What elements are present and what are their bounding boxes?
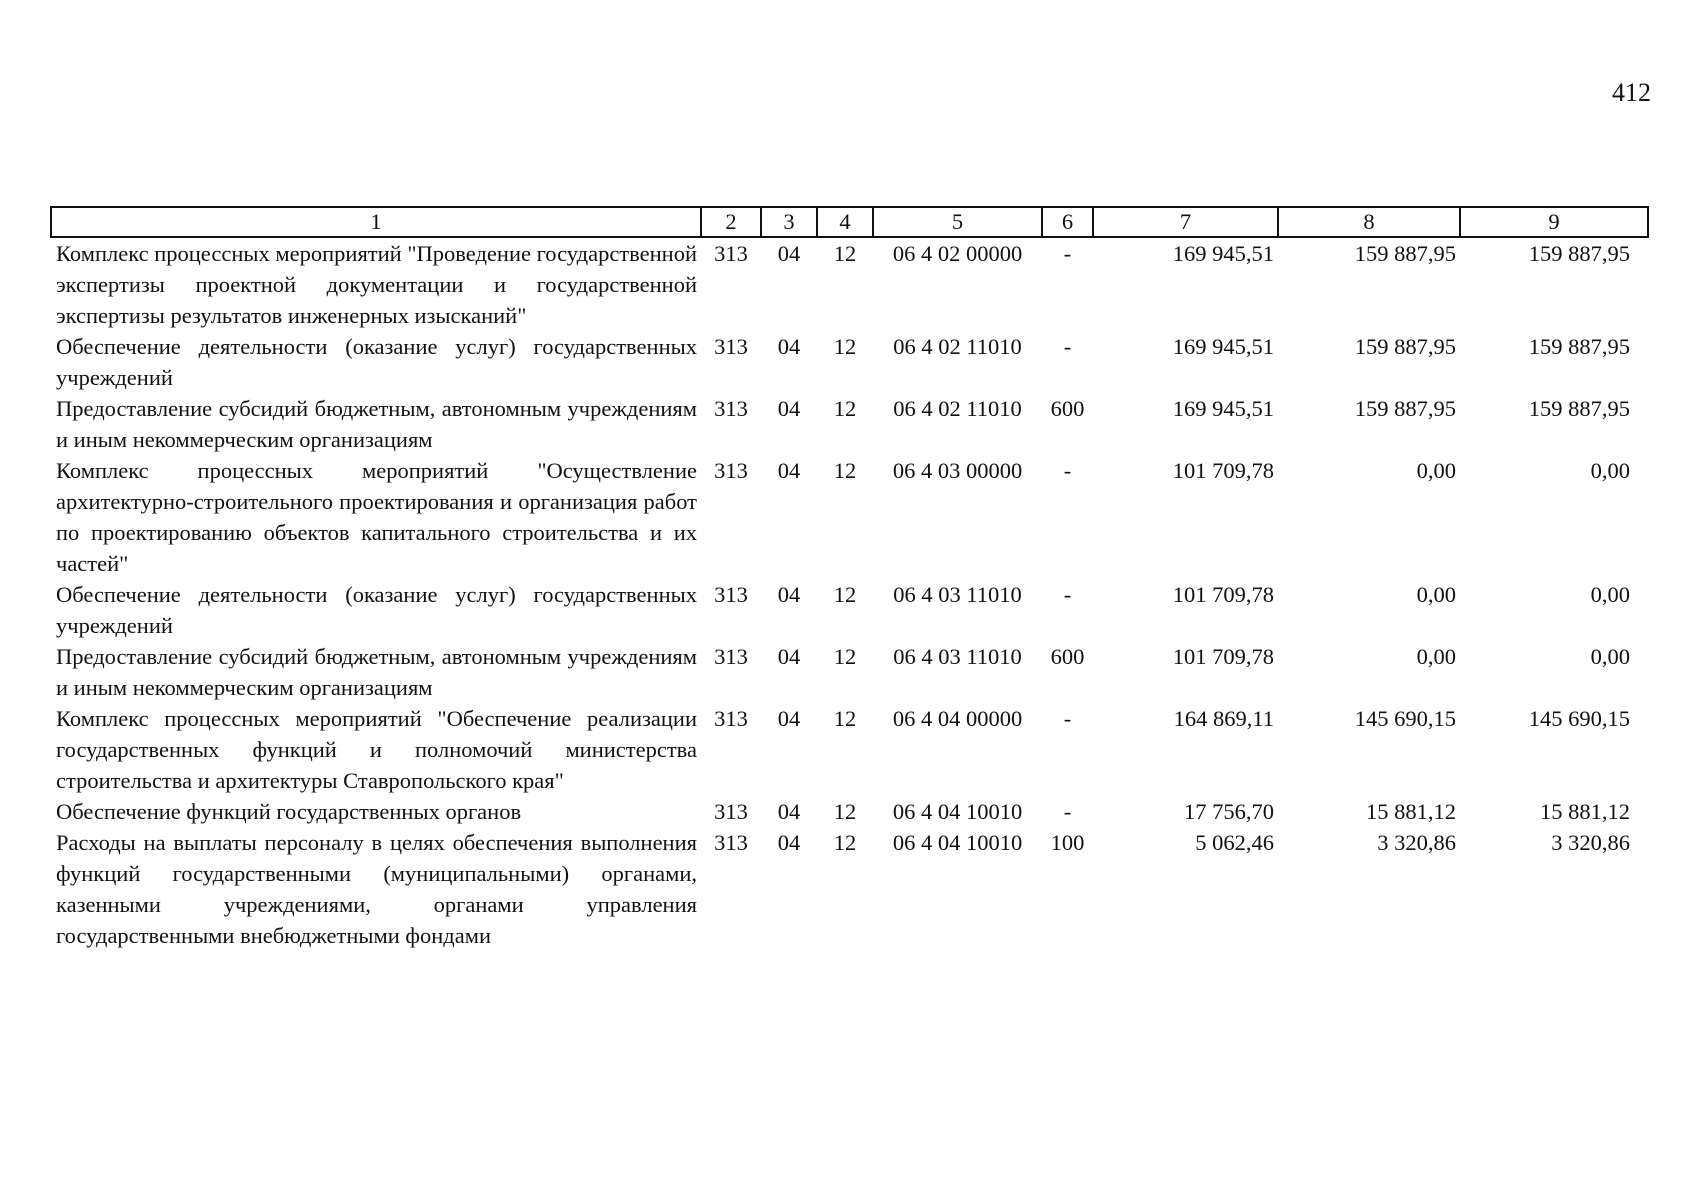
row-section: 04: [777, 334, 801, 359]
row-amount-col7: 17 756,70: [1184, 799, 1274, 824]
row-name: Комплекс процессных мероприятий "Осуществление архитектурно-строительного проектирования и организация работ по проектированию объектов капитального строительства и их частей": [56, 458, 697, 576]
row-section: 04: [777, 396, 801, 421]
row-admin-code: 313: [714, 644, 748, 669]
row-section: 04: [777, 706, 801, 731]
row-amount-col8: 3 320,86: [1377, 830, 1456, 855]
header-col-9: 9: [1460, 207, 1648, 237]
header-col-7: 7: [1093, 207, 1278, 237]
table-row: [51, 579, 1648, 641]
row-target-article: 06 4 02 00000: [892, 241, 1023, 266]
row-admin-code: 313: [714, 396, 748, 421]
row-expense-type: 600: [1050, 644, 1085, 669]
row-admin-code: 313: [714, 582, 748, 607]
row-target-article: 06 4 04 10010: [892, 799, 1023, 824]
row-amount-col9: 3 320,86: [1551, 830, 1630, 855]
row-name: Предоставление субсидий бюджетным, автономным учреждениям и иным некоммерческим организациям: [56, 644, 697, 700]
row-amount-col7: 169 945,51: [1172, 396, 1274, 421]
row-target-article: 06 4 03 11010: [893, 644, 1022, 669]
row-amount-col7: 5 062,46: [1195, 830, 1274, 855]
row-admin-code: 313: [714, 706, 748, 731]
row-amount-col8: 145 690,15: [1354, 706, 1456, 731]
row-amount-col9: 159 887,95: [1528, 334, 1630, 359]
row-expense-type: -: [1063, 799, 1072, 824]
row-subsection: 12: [833, 241, 857, 266]
row-target-article: 06 4 02 11010: [893, 396, 1022, 421]
row-expense-type: -: [1063, 334, 1072, 359]
row-section: 04: [777, 830, 801, 855]
row-expense-type: -: [1063, 582, 1072, 607]
row-subsection: 12: [833, 396, 857, 421]
row-target-article: 06 4 02 11010: [893, 334, 1022, 359]
row-amount-col9: 0,00: [1590, 458, 1630, 483]
row-expense-type: -: [1063, 241, 1072, 266]
row-amount-col9: 159 887,95: [1528, 241, 1630, 266]
row-target-article: 06 4 04 00000: [892, 706, 1023, 731]
header-col-6: 6: [1042, 207, 1093, 237]
row-subsection: 12: [833, 334, 857, 359]
row-amount-col8: 159 887,95: [1354, 241, 1456, 266]
row-amount-col7: 101 709,78: [1172, 644, 1274, 669]
table-row: [51, 641, 1648, 703]
row-amount-col8: 159 887,95: [1354, 396, 1456, 421]
row-amount-col8: 15 881,12: [1366, 799, 1456, 824]
row-section: 04: [777, 644, 801, 669]
row-amount-col7: 101 709,78: [1172, 582, 1274, 607]
table-row: [51, 703, 1648, 796]
row-admin-code: 313: [714, 458, 748, 483]
row-amount-col7: 169 945,51: [1172, 334, 1274, 359]
row-amount-col9: 145 690,15: [1528, 706, 1630, 731]
header-col-8: 8: [1278, 207, 1460, 237]
header-col-2: 2: [701, 207, 761, 237]
row-admin-code: 313: [714, 241, 748, 266]
row-amount-col9: 0,00: [1590, 644, 1630, 669]
row-section: 04: [777, 799, 801, 824]
row-amount-col8: 0,00: [1416, 458, 1456, 483]
row-target-article: 06 4 04 10010: [892, 830, 1023, 855]
row-subsection: 12: [833, 706, 857, 731]
row-amount-col8: 159 887,95: [1354, 334, 1456, 359]
row-name: Предоставление субсидий бюджетным, автономным учреждениям и иным некоммерческим организациям: [56, 396, 697, 452]
row-target-article: 06 4 03 00000: [892, 458, 1023, 483]
header-col-3: 3: [761, 207, 817, 237]
header-col-4: 4: [817, 207, 873, 237]
row-subsection: 12: [833, 830, 857, 855]
table-row: [51, 455, 1648, 579]
row-subsection: 12: [833, 582, 857, 607]
row-subsection: 12: [833, 458, 857, 483]
row-amount-col8: 0,00: [1416, 644, 1456, 669]
row-name: Обеспечение деятельности (оказание услуг) государственных учреждений: [56, 334, 697, 390]
row-subsection: 12: [833, 799, 857, 824]
header-col-5: 5: [873, 207, 1042, 237]
row-expense-type: -: [1063, 458, 1072, 483]
row-name: Обеспечение функций государственных органов: [56, 799, 522, 824]
row-amount-col7: 164 869,11: [1173, 706, 1274, 731]
header-row: [51, 207, 1648, 237]
table-row: [51, 393, 1648, 455]
row-amount-col8: 0,00: [1416, 582, 1456, 607]
row-amount-col9: 0,00: [1590, 582, 1630, 607]
row-expense-type: -: [1063, 706, 1072, 731]
row-amount-col7: 169 945,51: [1172, 241, 1274, 266]
row-admin-code: 313: [714, 830, 748, 855]
row-section: 04: [777, 458, 801, 483]
table-row: [51, 237, 1648, 331]
header-col-1: 1: [51, 207, 701, 237]
row-subsection: 12: [833, 644, 857, 669]
page-number: 412: [1612, 78, 1651, 107]
row-name: Обеспечение деятельности (оказание услуг) государственных учреждений: [56, 582, 697, 638]
row-section: 04: [777, 241, 801, 266]
row-target-article: 06 4 03 11010: [893, 582, 1022, 607]
row-section: 04: [777, 582, 801, 607]
row-admin-code: 313: [714, 334, 748, 359]
row-expense-type: 100: [1050, 830, 1085, 855]
row-admin-code: 313: [714, 799, 748, 824]
row-name: Комплекс процессных мероприятий "Проведение государственной экспертизы проектной документации и государственной экспертизы результатов инженерных изысканий": [56, 241, 697, 328]
row-expense-type: 600: [1050, 396, 1085, 421]
row-amount-col9: 159 887,95: [1528, 396, 1630, 421]
budget-table: [50, 206, 1649, 951]
row-amount-col9: 15 881,12: [1540, 799, 1630, 824]
table-row: [51, 796, 1648, 827]
row-amount-col7: 101 709,78: [1172, 458, 1274, 483]
table-row: [51, 331, 1648, 393]
row-name: Расходы на выплаты персоналу в целях обеспечения выполнения функций государственными (муниципальными) органами, казенными учреждениями, органами управления государственными внебюджетными фондами: [56, 830, 697, 948]
table-row: [51, 827, 1648, 951]
row-name: Комплекс процессных мероприятий "Обеспечение реализации государственных функций и полномочий министерства строительства и архитектуры Ставропольского края": [56, 706, 697, 793]
